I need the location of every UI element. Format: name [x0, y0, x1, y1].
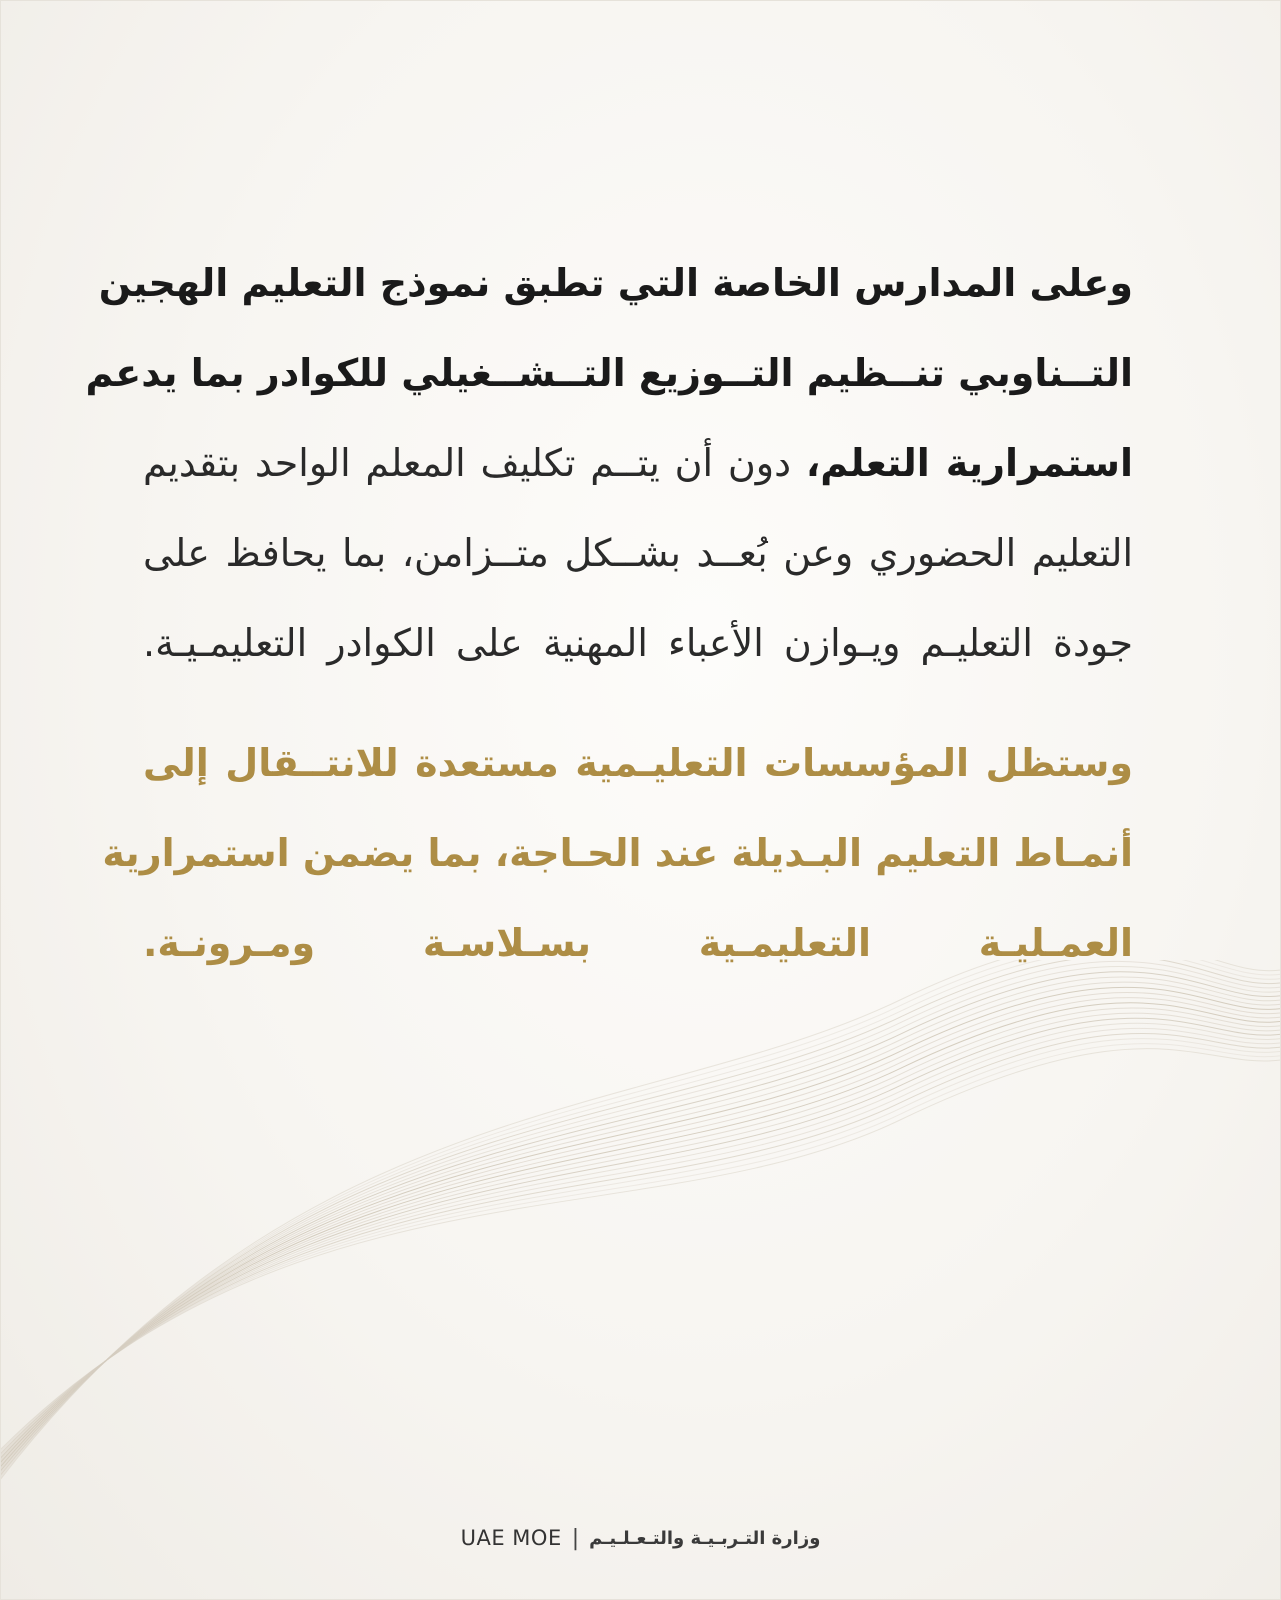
wave-line: [0, 987, 1281, 1467]
paragraph-private-schools: [85, 238, 1133, 688]
wave-line: [0, 1003, 1281, 1463]
paragraph-1-line-3-bold: استمرارية التعلم،: [805, 441, 1133, 485]
paragraph-1-line-3-regular: دون أن يتــم تكليف المعلم الواحد بتقديم: [143, 441, 806, 485]
footer-branding: [0, 1520, 1281, 1556]
wave-line: [0, 1013, 1281, 1460]
paragraph-2-line-3: العمـليـة التعليمـية بسـلاسـة ومـرونـة.: [143, 921, 1133, 965]
wave-line: [0, 998, 1281, 1465]
wave-line: [0, 992, 1281, 1465]
paragraph-institutions-readiness: [102, 718, 1133, 988]
footer-org-arabic: وزارة التـربـيـة والتـعـلـيـم: [589, 1527, 821, 1549]
paragraph-1-line-1: وعلى المدارس الخاصة التي تطبق نموذج التعليم الهجين: [98, 261, 1133, 305]
wave-line: [0, 1033, 1281, 1454]
wave-line: [0, 1023, 1281, 1457]
wave-line: [0, 977, 1281, 1470]
paragraph-1-line-3: [143, 418, 1133, 508]
wave-line: [0, 982, 1281, 1468]
wave-line: [0, 1008, 1281, 1462]
wave-line: [0, 1049, 1281, 1450]
paragraph-2-line-1: وستظل المؤسسات التعليـمية مستعدة للانتــقال إلى: [143, 741, 1133, 785]
footer-org-english: UAE MOE: [460, 1526, 562, 1550]
wave-line: [0, 1028, 1281, 1455]
paragraph-2-line-2: أنمـاط التعليم البـديلة عند الحـاجة، بما يضمن استمرارية: [102, 831, 1133, 875]
wave-line: [0, 967, 1281, 1473]
decorative-wave-lines: [0, 960, 1281, 1520]
wave-line: [0, 1044, 1281, 1452]
paragraph-1-line-2: التــناوبي تنــظيم التــوزيع التــشــغيلي للكوادر بما يدعم: [85, 351, 1133, 395]
paragraph-1-line-5: جودة التعليـم ويـوازن الأعباء المهنية على الكوادر التعليمـيـة.: [143, 621, 1133, 665]
paragraph-1-line-4: التعليم الحضوري وعن بُعــد بشــكل متــزامن، بما يحافظ على: [143, 531, 1133, 575]
footer-separator: |: [571, 1525, 580, 1551]
wave-line: [0, 972, 1281, 1472]
wave-line: [0, 1018, 1281, 1458]
